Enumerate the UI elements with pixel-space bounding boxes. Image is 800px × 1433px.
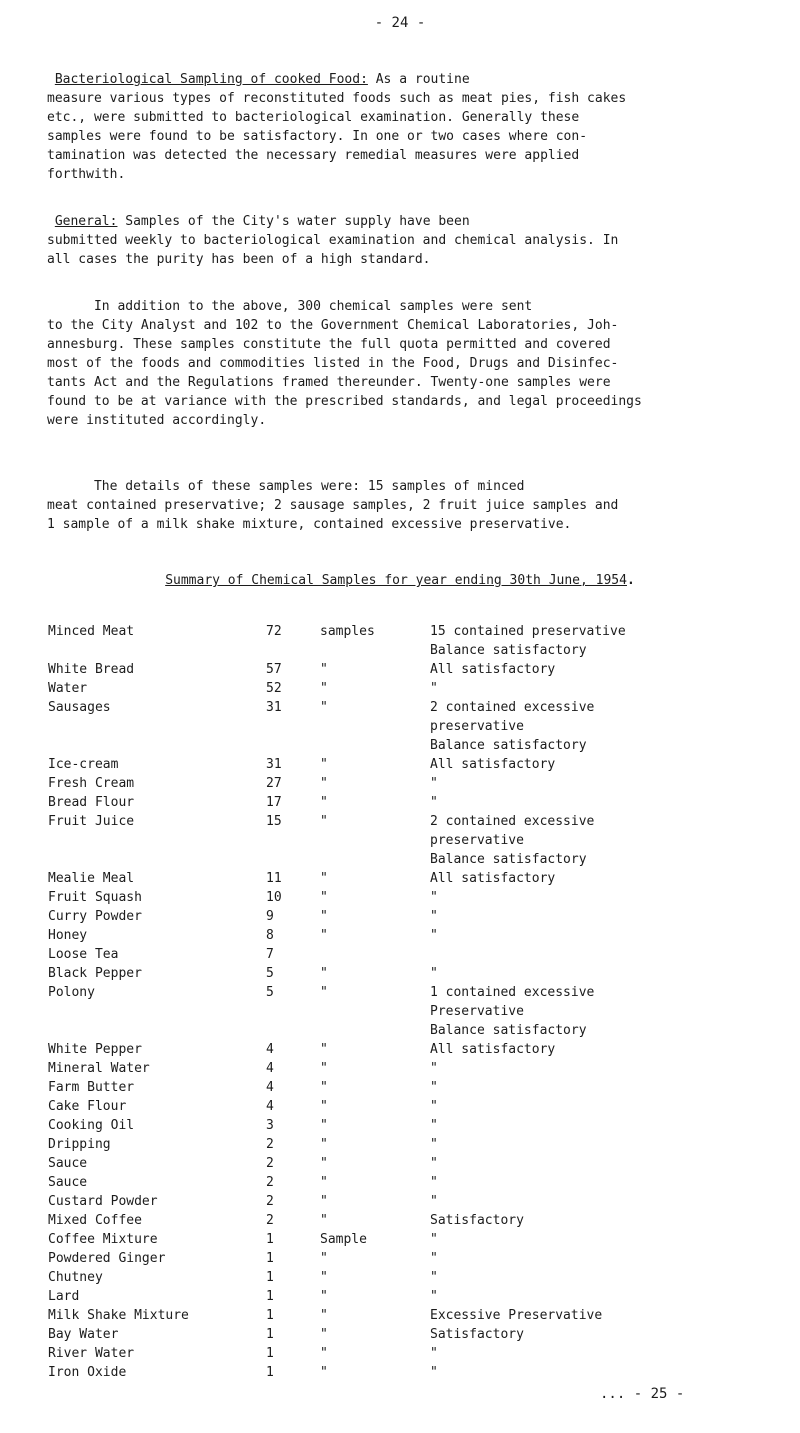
sample-result-line: " [430,776,438,791]
table-row [0,1211,800,1230]
sample-result-line: All satisfactory [430,662,556,677]
sample-unit: " [320,1308,328,1323]
sample-count: 15 [266,814,282,829]
sample-result-line: All satisfactory [430,871,556,886]
sample-result-line: Satisfactory [430,1327,524,1342]
paragraph-text: The details of these samples were: 15 samples of minced [93,479,525,494]
sample-item: Cooking Oil [48,1118,135,1133]
sample-count: 1 [266,1365,274,1380]
sample-item: Polony [48,985,95,1000]
sample-count: 1 [266,1327,274,1342]
paragraph-line [47,392,772,411]
sample-count: 3 [266,1118,274,1133]
sample-result-line: " [430,1118,438,1133]
sample-item: Powdered Ginger [48,1251,166,1266]
paragraph-heading: General: [54,214,118,229]
sample-result [430,1040,555,1059]
paragraph-line [47,411,772,430]
sample-item: Sauce [48,1156,88,1171]
sample-count: 31 [266,700,282,715]
paragraph-line [47,231,772,250]
table-row [0,660,800,679]
sample-result [430,1325,524,1344]
sample-unit: samples [320,624,375,639]
table-row [0,1192,800,1211]
paragraph-line [47,250,772,269]
sample-unit: " [320,1061,328,1076]
sample-count: 1 [266,1270,274,1285]
table-row [0,983,800,1040]
sample-result-line: " [430,795,438,810]
table-row [0,869,800,888]
sample-result [430,1135,438,1154]
sample-item: Custard Powder [48,1194,158,1209]
table-row [0,907,800,926]
sample-count: 72 [266,624,282,639]
sample-result-line: " [430,1137,438,1152]
sample-item: Fresh Cream [48,776,135,791]
sample-item: Curry Powder [48,909,142,924]
sample-result-line: " [430,1080,438,1095]
table-row [0,1097,800,1116]
sample-count: 1 [266,1289,274,1304]
sample-item: White Bread [48,662,135,677]
sample-unit: " [320,871,328,886]
sample-count: 4 [266,1061,274,1076]
sample-result-line: " [430,1175,438,1190]
sample-item: Farm Butter [48,1080,135,1095]
sample-item: Fruit Squash [48,890,142,905]
paragraph-text: As a routine [367,72,470,87]
sample-item: Coffee Mixture [48,1232,158,1247]
sample-count: 2 [266,1194,274,1209]
paragraph-text: 1 sample of a milk shake mixture, contained excessive preservative. [47,517,572,532]
sample-item: Cake Flour [48,1099,127,1114]
sample-count: 5 [266,985,274,1000]
sample-unit: " [320,966,328,981]
sample-item: Black Pepper [48,966,142,981]
paragraph-text: etc., were submitted to bacteriological examination. Generally these [47,110,580,125]
sample-result-line: " [430,1346,438,1361]
sample-result [430,888,438,907]
paragraph-text: tants Act and the Regulations framed thereunder. Twenty-one samples were [47,375,611,390]
table-row [0,1306,800,1325]
sample-item: Lard [48,1289,80,1304]
sample-unit: " [320,909,328,924]
sample-result [430,1306,602,1325]
paragraph-line [47,354,772,373]
sample-count: 1 [266,1308,274,1323]
table-title [0,571,800,590]
sample-result [430,1097,438,1116]
paragraph-text: In addition to the above, 300 chemical samples were sent [93,299,533,314]
table-row [0,1287,800,1306]
table-row [0,1268,800,1287]
table-row [0,1249,800,1268]
sample-item: Ice-cream [48,757,119,772]
sample-result-line: Balance satisfactory [430,852,587,867]
sample-unit: " [320,1327,328,1342]
sample-count: 52 [266,681,282,696]
sample-unit: " [320,700,328,715]
sample-result [430,679,438,698]
paragraph-chemical-samples [47,297,772,430]
paragraph-text: all cases the purity has been of a high standard. [47,252,431,267]
sample-count: 1 [266,1232,274,1247]
sample-result-line: " [430,890,438,905]
paragraph-text: measure various types of reconstituted foods such as meat pies, fish cakes [47,91,627,106]
paragraph-line [47,146,772,165]
sample-result [430,964,438,983]
paragraph-text: to the City Analyst and 102 to the Government Chemical Laboratories, Joh- [47,318,619,333]
table-row [0,926,800,945]
paragraph-line [47,297,772,316]
table-row [0,1078,800,1097]
sample-result [430,1078,438,1097]
sample-count: 8 [266,928,274,943]
sample-result [430,622,626,660]
sample-unit: " [320,1213,328,1228]
sample-result-line: " [430,1251,438,1266]
sample-result [430,1363,438,1382]
sample-result-line: " [430,1194,438,1209]
table-row [0,964,800,983]
sample-result [430,812,594,869]
table-row [0,622,800,660]
sample-unit: " [320,890,328,905]
table-row [0,1173,800,1192]
sample-unit: " [320,662,328,677]
table-row [0,1344,800,1363]
sample-count: 4 [266,1080,274,1095]
sample-result-line: preservative [430,833,524,848]
paragraph-line [47,165,772,184]
paragraph-text: submitted weekly to bacteriological examination and chemical analysis. In [47,233,619,248]
sample-result-line: Satisfactory [430,1213,524,1228]
sample-count: 5 [266,966,274,981]
sample-unit: " [320,1042,328,1057]
sample-unit: " [320,1099,328,1114]
paragraph-text: annesburg. These samples constitute the full quota permitted and covered [47,337,611,352]
sample-count: 1 [266,1251,274,1266]
paragraph-text: most of the foods and commodities listed in the Food, Drugs and Disinfec- [47,356,619,371]
page-number: - 24 - [374,15,426,31]
paragraph-line [47,108,772,127]
sample-result [430,1211,524,1230]
sample-result-line: Balance satisfactory [430,1023,587,1038]
sample-item: White Pepper [48,1042,142,1057]
paragraph-line [47,496,772,515]
sample-item: Loose Tea [48,947,119,962]
table-row [0,1059,800,1078]
sample-unit: " [320,1118,328,1133]
sample-item: Chutney [48,1270,103,1285]
sample-result-line: All satisfactory [430,1042,556,1057]
sample-unit: " [320,1080,328,1095]
sample-unit: " [320,757,328,772]
sample-item: Iron Oxide [48,1365,127,1380]
table-row [0,755,800,774]
sample-unit: " [320,1289,328,1304]
table-title-suffix: . [626,573,635,588]
table-row [0,1363,800,1382]
paragraph-text: tamination was detected the necessary remedial measures were applied [47,148,580,163]
table-row [0,945,800,964]
sample-result [430,926,438,945]
sample-result-line: All satisfactory [430,757,556,772]
sample-result-line: " [430,966,438,981]
sample-result [430,1287,438,1306]
table-row [0,774,800,793]
sample-item: Mixed Coffee [48,1213,142,1228]
table-row [0,1230,800,1249]
table-row [0,793,800,812]
sample-result-line: " [430,1156,438,1171]
sample-result-line: 2 contained excessive [430,700,595,715]
paragraph-line [47,373,772,392]
paragraph-text: samples were found to be satisfactory. In one or two cases where con- [47,129,588,144]
sample-unit: " [320,985,328,1000]
sample-unit: " [320,1194,328,1209]
sample-unit: " [320,1346,328,1361]
paragraph-line [47,70,772,89]
sample-result-line: " [430,1061,438,1076]
paragraph-text: found to be at variance with the prescribed standards, and legal proceedings [47,394,642,409]
sample-count: 57 [266,662,282,677]
sample-unit: " [320,1270,328,1285]
table-row [0,679,800,698]
sample-item: Sauce [48,1175,88,1190]
table-row [0,888,800,907]
sample-item: Dripping [48,1137,111,1152]
sample-result-line: " [430,1270,438,1285]
sample-result [430,755,555,774]
sample-result [430,793,438,812]
sample-result [430,698,594,755]
sample-result [430,1268,438,1287]
sample-unit: Sample [320,1232,367,1247]
paragraph-line [47,89,772,108]
sample-result [430,983,594,1040]
sample-item: Mealie Meal [48,871,135,886]
sample-count: 2 [266,1175,274,1190]
paragraph-general [47,212,772,269]
sample-item: Mineral Water [48,1061,150,1076]
sample-count: 10 [266,890,282,905]
sample-item: Sausages [48,700,111,715]
sample-result-line: " [430,1232,438,1247]
summary-table [0,622,800,1382]
sample-result-line: Excessive Preservative [430,1308,603,1323]
sample-count: 9 [266,909,274,924]
sample-count: 4 [266,1042,274,1057]
sample-unit: " [320,1251,328,1266]
sample-count: 2 [266,1156,274,1171]
paragraph-sample-details [47,477,772,534]
sample-item: Honey [48,928,88,943]
sample-count: 17 [266,795,282,810]
sample-count: 31 [266,757,282,772]
sample-result [430,907,438,926]
paragraph-text: were instituted accordingly. [47,413,267,428]
paragraph-line [47,212,772,231]
sample-unit: " [320,928,328,943]
table-row [0,1040,800,1059]
sample-count: 11 [266,871,282,886]
paragraph-text: forthwith. [47,167,126,182]
paragraph-text: meat contained preservative; 2 sausage samples, 2 fruit juice samples and [47,498,619,513]
table-row [0,1325,800,1344]
paragraph-line [47,477,772,496]
sample-item: Bread Flour [48,795,135,810]
table-row [0,1154,800,1173]
sample-count: 7 [266,947,274,962]
sample-item: River Water [48,1346,135,1361]
sample-result [430,1344,438,1363]
sample-result-line: " [430,1289,438,1304]
table-row [0,698,800,755]
paragraph-line [47,515,772,534]
sample-result-line: Balance satisfactory [430,738,587,753]
sample-result-line: 15 contained preservative [430,624,626,639]
sample-result-line: 2 contained excessive [430,814,595,829]
table-row [0,812,800,869]
table-row [0,1135,800,1154]
sample-result-line: " [430,1099,438,1114]
sample-unit: " [320,776,328,791]
sample-item: Bay Water [48,1327,119,1342]
sample-result-line: preservative [430,719,524,734]
sample-result [430,1192,438,1211]
sample-item: Water [48,681,88,696]
sample-item: Minced Meat [48,624,135,639]
sample-count: 2 [266,1213,274,1228]
sample-count: 2 [266,1137,274,1152]
sample-unit: " [320,814,328,829]
sample-item: Fruit Juice [48,814,135,829]
sample-result [430,1249,438,1268]
sample-unit: " [320,1137,328,1152]
sample-result-line: Preservative [430,1004,524,1019]
sample-result [430,1173,438,1192]
sample-count: 27 [266,776,282,791]
paragraph-bacteriological-sampling [47,70,772,184]
sample-count: 4 [266,1099,274,1114]
sample-result-line: " [430,1365,438,1380]
sample-item: Milk Shake Mixture [48,1308,189,1323]
paragraph-line [47,316,772,335]
sample-result-line: " [430,681,438,696]
sample-unit: " [320,1365,328,1380]
paragraph-text: Samples of the City's water supply have been [117,214,470,229]
paragraph-line [47,335,772,354]
sample-result-line: " [430,928,438,943]
sample-result-line: 1 contained excessive [430,985,595,1000]
paragraph-line [47,127,772,146]
sample-result [430,1154,438,1173]
sample-unit: " [320,795,328,810]
sample-count: 1 [266,1346,274,1361]
page-footer: ... - 25 - [600,1386,685,1402]
sample-result [430,774,438,793]
sample-result-line: " [430,909,438,924]
table-title-text: Summary of Chemical Samples for year ending 30th June, 1954 [165,573,627,588]
sample-result-line: Balance satisfactory [430,643,587,658]
paragraph-heading: Bacteriological Sampling of cooked Food: [54,72,368,87]
table-row [0,1116,800,1135]
sample-result [430,869,555,888]
sample-result [430,660,555,679]
sample-result [430,1116,438,1135]
sample-result [430,1059,438,1078]
sample-unit: " [320,1175,328,1190]
sample-unit: " [320,1156,328,1171]
sample-unit: " [320,681,328,696]
sample-result [430,1230,438,1249]
